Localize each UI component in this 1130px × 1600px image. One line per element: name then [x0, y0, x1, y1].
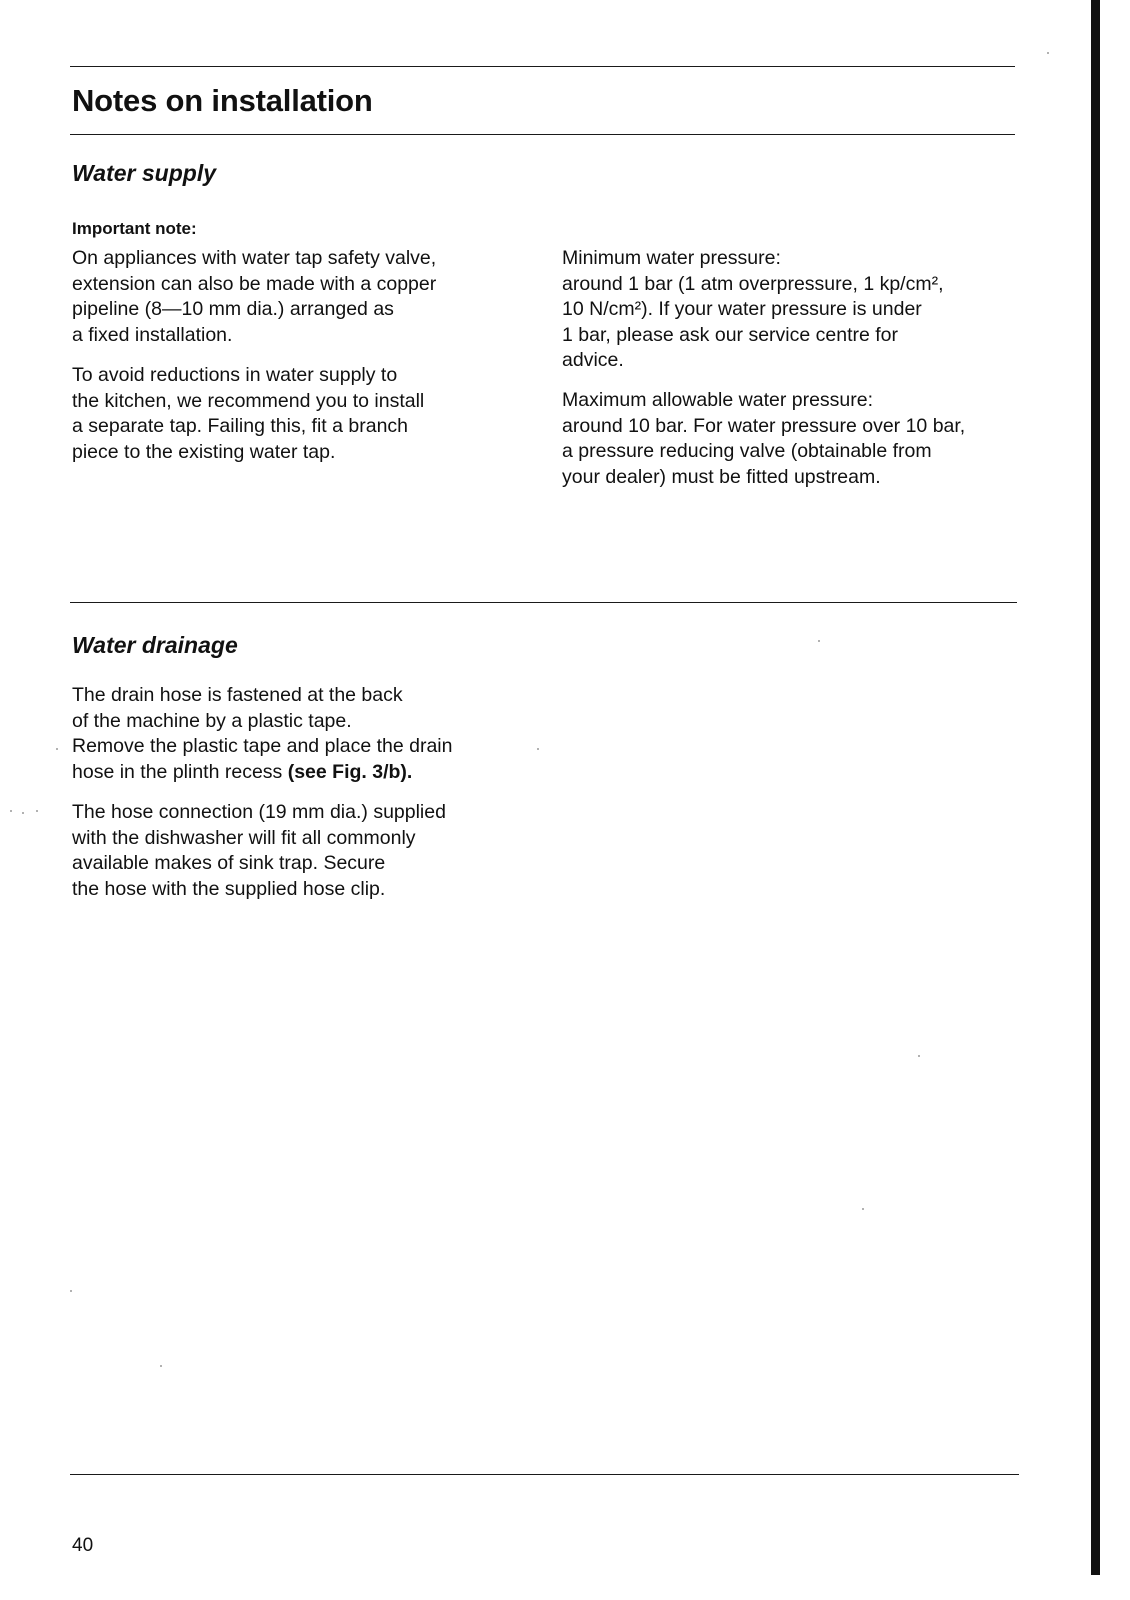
- water-supply-heading: Water supply: [72, 160, 216, 186]
- drain-hose-text: The drain hose is fastened at the back of the machine by a plastic tape. Remove the plastic tape and place the drain hose in the plinth recess: [72, 684, 453, 783]
- safety-valve-paragraph: On appliances with water tap safety valve, extension can also be made with a copper pipeline (8—10 mm dia.) arranged as a fixed installation.: [72, 247, 437, 346]
- scan-speck: [818, 640, 820, 642]
- title-top-rule: [70, 66, 1015, 67]
- scan-speck: [56, 748, 58, 750]
- page-number: 40: [72, 1535, 94, 1556]
- important-note-label: Important note:: [72, 219, 197, 238]
- scan-speck: [160, 1365, 162, 1367]
- hose-connection-paragraph: The hose connection (19 mm dia.) supplied with the dishwasher will fit all commonly available makes of sink trap. Secure the hose with the supplied hose clip.: [72, 801, 446, 900]
- scan-speck: [862, 1208, 864, 1210]
- title-bottom-rule: [70, 134, 1015, 135]
- maximum-pressure-paragraph: Maximum allowable water pressure: around 10 bar. For water pressure over 10 bar, a pressure reducing valve (obtainable from your dealer) must be fitted upstream.: [562, 389, 966, 488]
- footer-rule: [70, 1474, 1019, 1475]
- page-title: Notes on installation: [72, 83, 373, 118]
- page-binding-edge: [1091, 0, 1100, 1575]
- separate-tap-paragraph: To avoid reductions in water supply to the kitchen, we recommend you to install a separate tap. Failing this, fit a branch piece to the existing water tap.: [72, 364, 425, 463]
- minimum-pressure-paragraph: Minimum water pressure: around 1 bar (1 atm overpressure, 1 kp/cm², 10 N/cm²). If your water pressure is under 1 bar, please ask our service centre for advice.: [562, 247, 944, 371]
- section-divider-rule: [70, 602, 1017, 603]
- scan-speck: [70, 1290, 72, 1292]
- scan-speck: [22, 812, 24, 814]
- water-drainage-heading: Water drainage: [72, 632, 238, 658]
- scan-speck: [537, 748, 539, 750]
- scan-speck: [36, 810, 38, 812]
- scan-speck: [1047, 52, 1049, 54]
- drain-hose-paragraph: [72, 683, 453, 785]
- figure-reference: (see Fig. 3/b).: [287, 760, 413, 783]
- scan-speck: [918, 1055, 920, 1057]
- scan-speck: [10, 810, 12, 812]
